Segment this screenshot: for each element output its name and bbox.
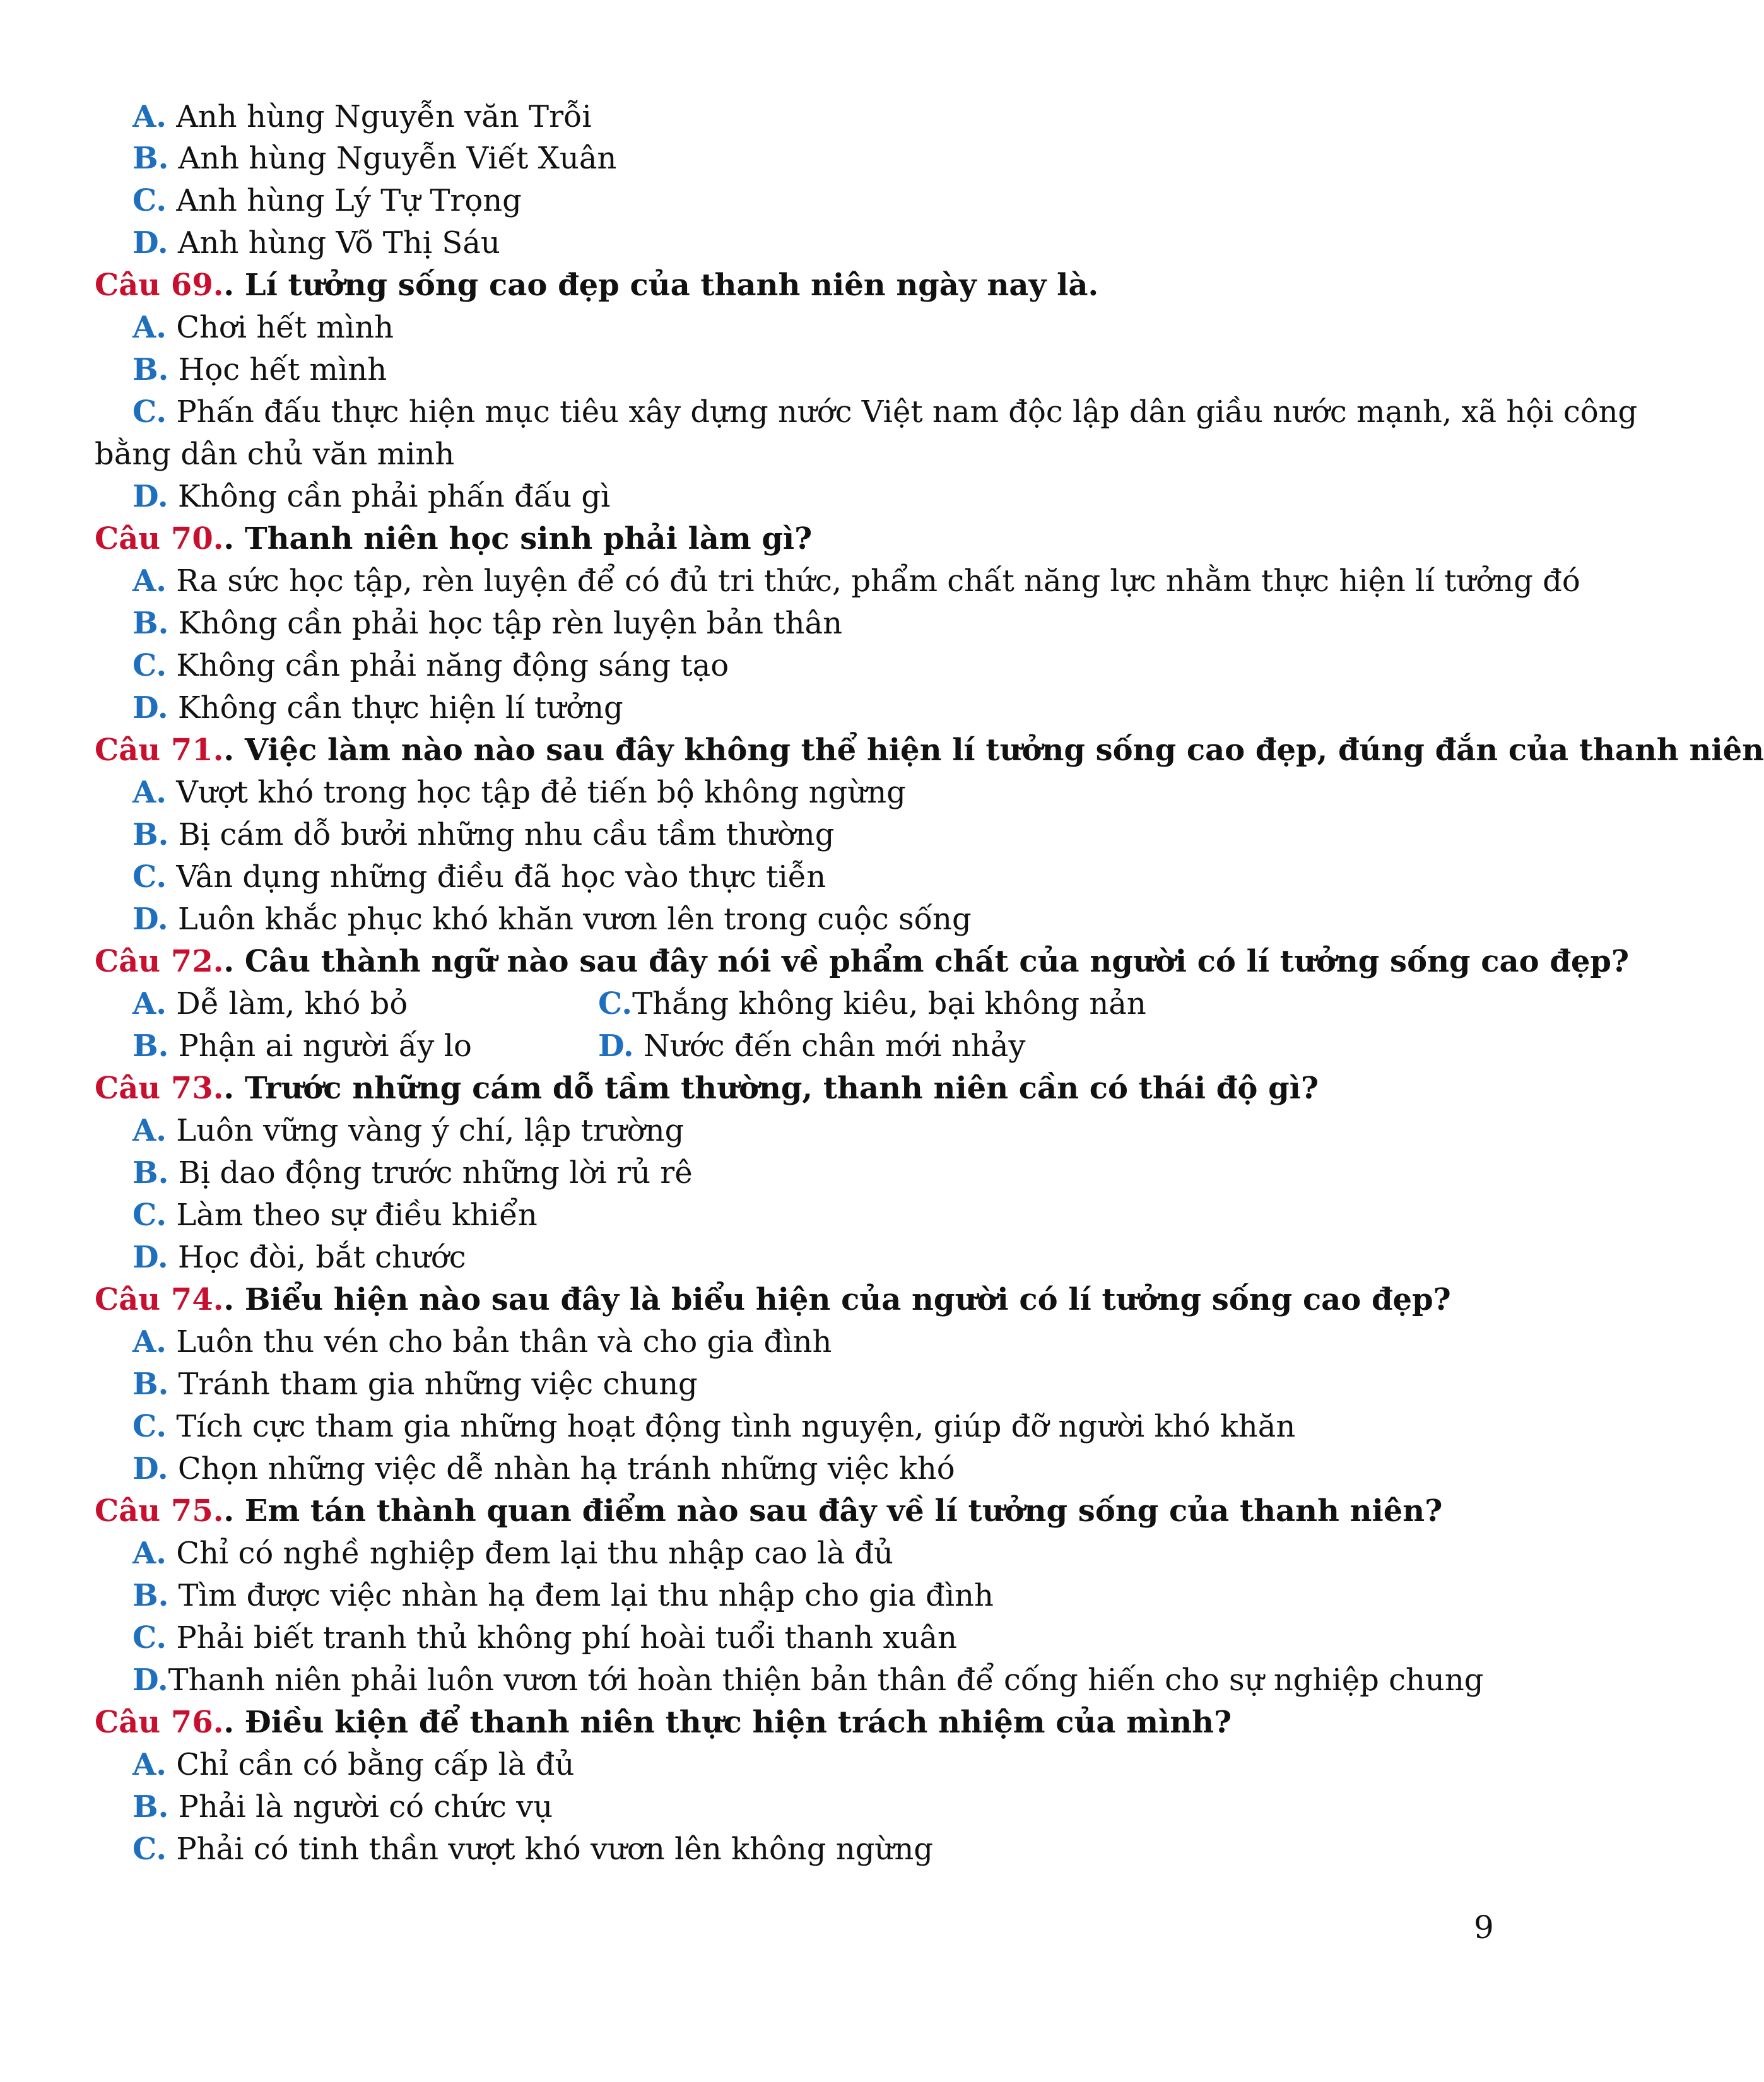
option-text: Tránh tham gia những việc chung [168,1367,698,1402]
page-number: 9 [1474,1909,1494,1946]
option-letter: D. [132,1451,168,1486]
option-text: Anh hùng Lý Tự Trọng [167,183,522,218]
option-c [132,856,826,898]
question-text: . Câu thành ngữ nào sau đây nói về phẩm chất của người có lí tưởng sống cao đẹp? [223,944,1630,979]
option-letter: A. [132,1536,167,1571]
option-row [132,1025,1026,1067]
option-letter: C. [132,394,167,430]
option-text: Anh hùng Nguyễn Viết Xuân [168,141,617,176]
option-letter: B. [132,141,169,176]
option-letter: D. [132,1240,168,1275]
option-letter: C. [132,1409,167,1444]
option-b [132,349,387,391]
option-text: Phải biết tranh thủ không phí hoài tuổi thanh xuân [167,1620,957,1656]
question-text: . Biểu hiện nào sau đây là biểu hiện của người có lí tưởng sống cao đẹp? [223,1282,1451,1317]
option-letter: B. [132,817,169,852]
option-text: bằng dân chủ văn minh [95,437,455,472]
option-text: Vân dụng những điều đã học vào thực tiễn [167,859,826,895]
option-letter: D. [132,479,168,514]
option-text: Chỉ cần có bằng cấp là đủ [166,1747,575,1782]
question-76 [95,1702,1232,1743]
option-text: Phận ai người ấy lo [168,1028,472,1064]
question-text: . Điều kiện để thanh niên thực hiện trách nhiệm của mình? [223,1705,1232,1740]
option-letter: B. [132,1155,169,1191]
option-text: Nước đến chân mới nhảy [633,1028,1026,1064]
option-letter: A. [132,986,167,1021]
question-72 [95,941,1629,982]
option-letter: C. [132,648,167,683]
option-row [132,983,1146,1025]
option-b [132,814,834,856]
option-letter: B. [132,352,169,387]
option-letter: A. [132,1113,167,1148]
option-letter: A. [132,775,167,810]
question-text: . Thanh niên học sinh phải làm gì? [223,521,813,556]
option-text: Anh hùng Võ Thị Sáu [168,225,500,261]
question-text: . Lí tưởng sống cao đẹp của thanh niên ngày nay là. [223,268,1099,303]
option-a [132,1321,832,1363]
option-a [132,96,592,138]
option-text: Không cần phải học tập rèn luyện bản thân [168,606,843,641]
question-number: Câu 76. [95,1705,224,1740]
option-d [132,1448,955,1490]
option-a [132,1744,574,1785]
option-text: Dễ làm, khó bỏ [166,986,408,1021]
option-a [132,307,394,348]
option-text: Chỉ có nghề nghiệp đem lại thu nhập cao là đủ [166,1536,893,1571]
question-number: Câu 75. [95,1493,224,1529]
option-letter: C. [132,183,167,218]
question-74 [95,1279,1451,1320]
option-d [132,687,623,729]
question-73 [95,1067,1319,1109]
option-b [132,603,842,644]
option-text: Bị cám dỗ bưởi những nhu cầu tầm thường [168,817,835,852]
option-letter: C. [132,1620,167,1656]
option-letter: C. [132,1832,167,1867]
option-letter: D. [598,1028,634,1064]
option-letter: A. [132,1324,167,1360]
option-c [132,645,729,686]
question-number: Câu 71. [95,732,224,768]
option-a [132,560,1580,602]
option-d [598,1025,1025,1067]
option-letter: D. [132,225,168,261]
option-text: Vượt khó trong học tập đẻ tiến bộ không ngừng [166,775,906,810]
option-d [132,1237,466,1278]
option-b [132,138,616,179]
question-text: . Việc làm nào nào sau đây không thể hiện lí tưởng sống cao đẹp, đúng đắn của thanh niên [223,732,1764,768]
option-text: Bị dao động trước những lời rủ rê [168,1155,693,1191]
option-d [132,898,972,940]
option-letter: A. [132,1747,167,1782]
option-c [132,180,522,221]
option-d [132,476,610,517]
option-letter: C. [598,986,633,1021]
option-c-continuation [95,433,454,475]
option-letter: B. [132,1789,169,1825]
option-text: Tìm được việc nhàn hạ đem lại thu nhập cho gia đình [168,1578,994,1613]
option-text: Luôn vững vàng ý chí, lập trường [166,1113,685,1148]
option-b [132,1575,994,1616]
option-letter: A. [132,99,167,134]
option-b [132,1363,698,1405]
option-text: Tích cực tham gia những hoạt động tình nguyện, giúp đỡ người khó khăn [167,1409,1296,1444]
option-letter: D. [132,902,168,937]
option-text: Phải là người có chức vụ [168,1789,553,1825]
option-text: Học hết mình [168,352,387,387]
question-number: Câu 69. [95,268,224,303]
option-text: Phấn đấu thực hiện mục tiêu xây dựng nước Việt nam độc lập dân giầu nước mạnh, xã hội công [167,394,1638,430]
option-a [132,1532,893,1574]
option-text: Chọn những việc dễ nhàn hạ tránh những việc khó [168,1451,955,1486]
option-letter: A. [132,563,167,599]
option-letter: A. [132,310,167,345]
option-letter: D. [132,690,168,726]
option-c [132,1194,538,1236]
option-a [132,1110,684,1151]
question-70 [95,518,812,560]
option-d [132,1659,1483,1701]
option-c [132,1406,1295,1447]
option-text: Luôn thu vén cho bản thân và cho gia đình [166,1324,832,1360]
option-b [132,1152,693,1194]
option-d [132,222,500,264]
question-text: . Trước những cám dỗ tầm thường, thanh niên cần có thái độ gì? [223,1071,1319,1106]
question-number: Câu 74. [95,1282,224,1317]
option-letter: B. [132,606,169,641]
question-69 [95,264,1098,306]
question-75 [95,1490,1442,1532]
option-letter: C. [132,1197,167,1233]
option-c [132,1617,957,1659]
option-letter: D. [132,1662,168,1698]
option-text: Thanh niên phải luôn vươn tới hoàn thiện bản thân để cống hiến cho sự nghiệp chung [168,1662,1484,1698]
option-c [132,391,1637,433]
option-text: Thắng không kiêu, bại không nản [632,986,1146,1021]
question-text: . Em tán thành quan điểm nào sau đây về lí tưởng sống của thanh niên? [223,1493,1443,1529]
question-number: Câu 70. [95,521,224,556]
option-letter: C. [132,859,167,895]
option-text: Học đòi, bắt chước [168,1240,466,1275]
option-b [132,1786,553,1828]
option-c [598,983,1146,1025]
option-text: Chơi hết mình [166,310,394,345]
option-letter: B. [132,1367,169,1402]
option-text: Anh hùng Nguyễn văn Trỗi [166,99,592,134]
option-letter: B. [132,1578,169,1613]
option-text: Phải có tinh thần vượt khó vươn lên không ngừng [167,1832,933,1867]
option-text: Không cần thực hiện lí tưởng [168,690,623,726]
question-number: Câu 72. [95,944,224,979]
question-71 [95,729,1764,771]
option-text: Làm theo sự điều khiển [167,1197,538,1233]
question-number: Câu 73. [95,1071,224,1106]
option-c [132,1828,933,1870]
option-text: Luôn khắc phục khó khăn vươn lên trong cuộc sống [168,902,972,937]
option-text: Không cần phải năng động sáng tạo [167,648,729,683]
option-a [132,772,906,813]
option-letter: B. [132,1028,169,1064]
option-text: Ra sức học tập, rèn luyện để có đủ tri thức, phẩm chất năng lực nhằm thực hiện lí tưởng đó [166,563,1580,599]
option-text: Không cần phải phấn đấu gì [168,479,611,514]
